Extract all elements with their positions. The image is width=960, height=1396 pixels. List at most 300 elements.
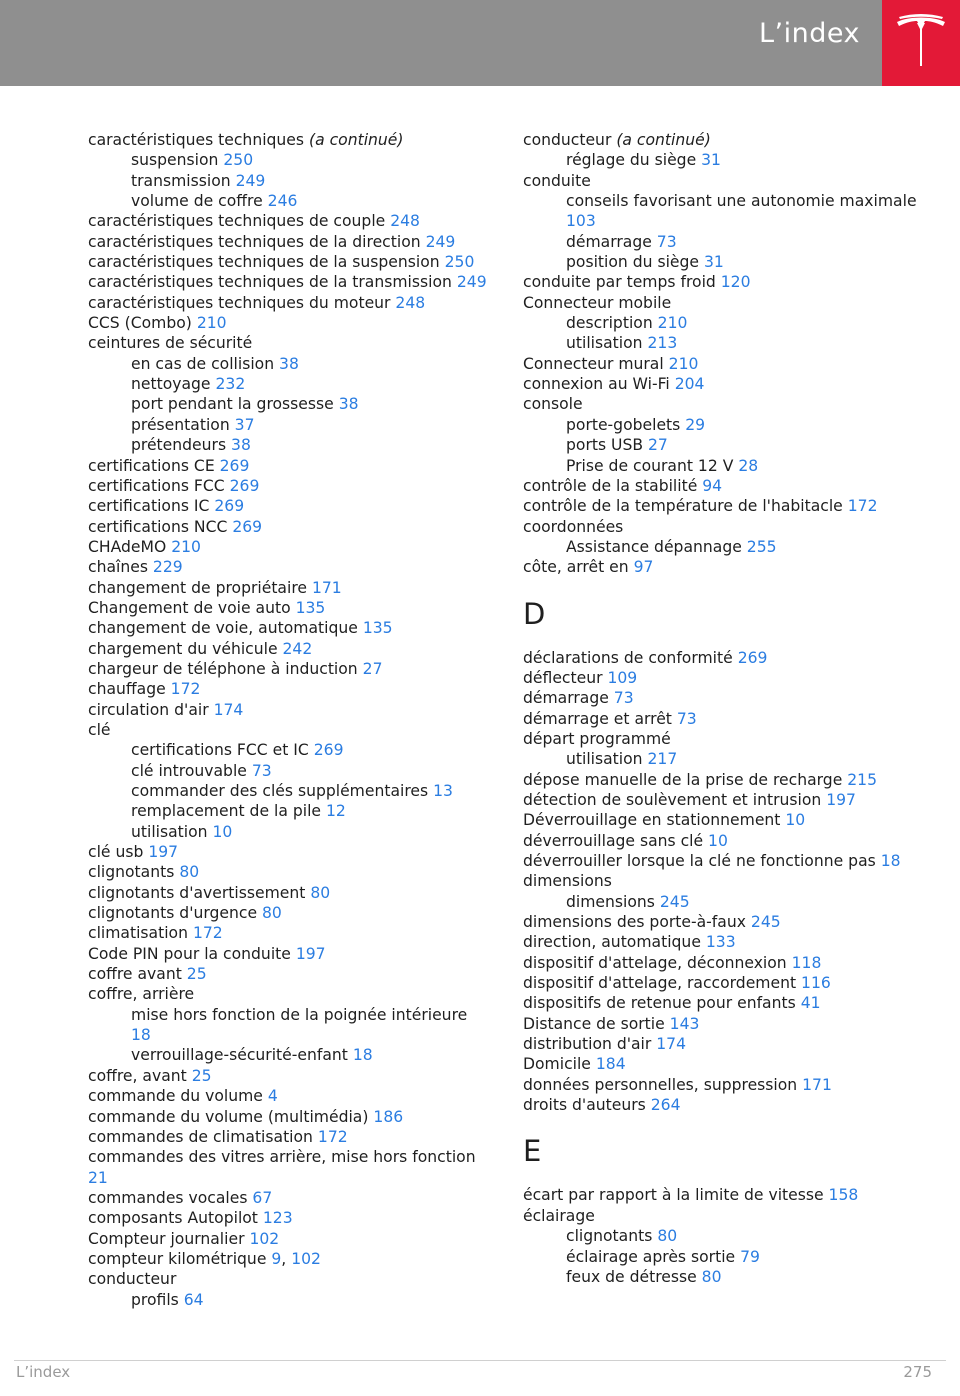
entry-text: droits d'auteurs [523,1096,651,1115]
index-entry [88,517,488,537]
index-entry [523,709,923,729]
page-link[interactable]: 73 [613,689,634,708]
page-link[interactable]: 38 [231,436,251,455]
page-link[interactable]: 269 [214,497,245,516]
entry-text: certifications NCC [88,517,233,536]
page-link[interactable]: 250 [444,253,475,272]
entry-text: conducteur [88,1270,177,1289]
index-subentry [523,892,923,912]
index-subentry [523,313,923,333]
page-link[interactable]: 73 [656,232,677,251]
entry-text: climatisation [88,924,193,943]
entry-text: coffre, avant [88,1066,192,1085]
entry-text: commandes de climatisation [88,1127,318,1146]
page-link[interactable]: 27 [362,659,383,678]
index-subentry [88,171,488,191]
page-link[interactable]: 79 [740,1247,760,1266]
page-link[interactable]: 29 [685,415,706,434]
entry-text: conduite par temps froid [523,273,721,292]
page-link[interactable]: 171 [311,578,342,597]
page-link[interactable]: 174 [656,1035,687,1054]
entry-text: prétendeurs [131,436,232,455]
page-link[interactable]: 18 [131,1026,151,1045]
index-subentry [523,537,923,557]
page-link[interactable]: 94 [702,476,723,495]
index-entry [88,598,488,618]
entry-text: Domicile [523,1055,596,1074]
entry-text: déclarations de conformité [523,648,738,667]
page-link[interactable]: 21 [88,1168,108,1187]
page-link[interactable]: 249 [425,232,456,251]
entry-text: porte-gobelets [566,415,686,434]
page-link[interactable]: 172 [170,680,201,699]
entry-text: port pendant la grossesse [131,395,339,414]
index-subentry [88,781,488,801]
entry-text: commandes vocales [88,1188,253,1207]
index-entry [523,851,923,871]
index-entry [523,831,923,851]
page-link[interactable]: 269 [313,741,344,760]
entry-text: Connecteur mural [523,354,669,373]
index-entry [88,903,488,923]
entry-text: suspension [131,151,224,170]
index-entry [523,130,923,150]
entry-text: connexion au Wi-Fi [523,375,675,394]
page-link[interactable]: 248 [395,293,426,312]
index-entry [523,770,923,790]
index-entry [88,252,488,272]
page-link[interactable]: 12 [325,802,346,821]
page-link[interactable]: 210 [657,314,688,333]
entry-text: dispositifs de retenue pour enfants [523,994,801,1013]
page-link[interactable]: 172 [317,1127,348,1146]
index-entry [88,842,488,862]
index-entry [88,659,488,679]
index-entry [88,862,488,882]
entry-text: volume de coffre [131,192,268,211]
page-link[interactable]: 197 [295,944,326,963]
page-link[interactable]: 10 [785,811,806,830]
entry-text: départ programmé [523,729,671,748]
index-entry [523,871,923,891]
entry-text: détection de soulèvement et intrusion [523,790,827,809]
continued-note: (a continué) [616,131,711,149]
entry-text: côte, arrêt en [523,558,634,577]
entry-text: données personnelles, suppression [523,1075,803,1094]
page-link[interactable]: 246 [267,192,298,211]
index-entry [523,973,923,993]
index-entry [523,557,923,577]
page-link[interactable]: 80 [179,863,200,882]
index-entry [88,130,488,150]
page-link[interactable]: 109 [607,668,638,687]
page-link[interactable]: 41 [800,994,821,1013]
index-entry: compteur kilométrique 9, 102 [88,1249,321,1268]
entry-text: certifications CE [88,456,220,475]
index-subentry [523,749,923,769]
page-link[interactable]: 232 [215,375,246,394]
index-entry [88,618,488,638]
entry-text: composants Autopilot [88,1209,263,1228]
index-entry [88,964,488,984]
index-subentry [523,333,923,353]
index-subentry [523,435,923,455]
index-subentry [88,191,488,211]
index-entry [88,720,488,740]
entry-text: commande du volume [88,1087,268,1106]
index-entry [523,293,923,313]
index-entry [88,923,488,943]
entry-text: profils [131,1290,184,1309]
page-link[interactable]: 10 [212,822,233,841]
page-link[interactable]: 269 [232,517,263,536]
entry-text: coffre, arrière [88,985,195,1004]
index-entry [88,1066,488,1086]
section-letter: E [523,1134,542,1169]
entry-text: commandes des vitres arrière, mise hors fonction [88,1148,476,1167]
index-entry [523,1185,923,1205]
entry-text: circulation d'air [88,700,214,719]
entry-text: dépose manuelle de la prise de recharge [523,770,848,789]
page-link[interactable]: 255 [746,537,777,556]
page-link[interactable]: 25 [191,1066,212,1085]
entry-text: coordonnées [523,517,624,536]
entry-text: Code PIN pour la conduite [88,944,296,963]
tesla-logo [882,0,960,86]
entry-text: dimensions [523,872,612,891]
page-link[interactable]: 210 [196,314,227,333]
page-link[interactable]: 269 [737,648,768,667]
page-link[interactable]: 9 [271,1249,282,1268]
entry-text: caractéristiques techniques de couple [88,212,391,231]
entry-text: Connecteur mobile [523,293,672,312]
entry-text: caractéristiques techniques du moteur [88,293,396,312]
index-entry [88,232,488,252]
page-link[interactable]: 28 [738,456,759,475]
entry-text: réglage du siège [566,151,702,170]
index-entry [523,912,923,932]
page-link[interactable]: 229 [152,558,183,577]
page-link[interactable]: 118 [791,953,822,972]
page-link[interactable]: 197 [148,843,179,862]
continued-note: (a continué) [309,131,404,149]
entry-text: clé [88,720,111,739]
index-entry [88,1188,488,1208]
entry-text: caractéristiques techniques [88,131,309,149]
index-entry [523,1014,923,1034]
tesla-logo-icon [895,14,947,72]
entry-text: utilisation [131,822,213,841]
index-entry [523,810,923,830]
index-entry [523,790,923,810]
page-link[interactable]: 80 [657,1227,678,1246]
page-link[interactable]: 172 [847,497,878,516]
entry-text: conducteur [523,131,617,149]
entry-text: nettoyage [131,375,216,394]
index-entry [523,932,923,952]
entry-text: clignotants [566,1227,658,1246]
entry-text: dispositif d'attelage, déconnexion [523,953,792,972]
index-entry [523,476,923,496]
page-link[interactable]: 13 [433,782,453,800]
entry-text: chaînes [88,558,153,577]
page-link[interactable]: 80 [310,883,331,902]
entry-text: conduite [523,171,591,190]
index-entry [523,1095,923,1115]
entry-text: démarrage [566,232,657,251]
index-entry [88,1229,488,1249]
page-link[interactable]: 250 [223,151,254,170]
index-entry [523,1034,923,1054]
entry-text: changement de voie, automatique [88,619,363,638]
page-link[interactable]: 210 [668,354,699,373]
page-link[interactable]: 123 [262,1209,293,1228]
index-entry [523,272,923,292]
entry-text: description [566,314,658,333]
index-entry [88,984,488,1004]
index-entry [523,953,923,973]
index-subentry [88,150,488,170]
entry-text: coffre avant [88,965,187,984]
index-entry [88,1107,488,1127]
entry-text: éclairage après sortie [566,1247,741,1266]
page-link[interactable]: 135 [362,619,393,638]
index-subentry [523,1267,923,1287]
entry-text: certifications FCC [88,476,230,495]
page-link[interactable]: 73 [676,709,697,728]
entry-text: démarrage et arrêt [523,709,677,728]
index-entry [88,639,488,659]
page-link[interactable]: 135 [295,598,326,617]
page-link[interactable]: 37 [234,415,255,434]
page-link[interactable]: 38 [279,354,299,373]
index-entry [523,1054,923,1074]
entry-text: verrouillage-sécurité-enfant [131,1046,353,1065]
index-subentry [523,1226,923,1246]
page-link[interactable]: 120 [720,273,751,292]
page-link[interactable]: 102 [249,1229,280,1248]
page-link[interactable]: 25 [186,965,207,984]
entry-text: changement de propriétaire [88,578,312,597]
entry-text: caractéristiques techniques de la transmission [88,273,457,292]
entry-text: Déverrouillage en stationnement [523,811,786,830]
page-link[interactable]: 249 [235,171,266,190]
index-entry [523,171,923,191]
index-column-left [88,130,488,1310]
entry-text: console [523,395,583,414]
index-subentry [88,415,488,435]
page-link[interactable]: 97 [633,558,654,577]
entry-text: feux de détresse [566,1267,702,1286]
page-link[interactable]: 143 [669,1014,700,1033]
page-link[interactable]: 31 [703,253,724,272]
index-column-right [523,130,923,1287]
page-link[interactable]: 245 [750,913,781,932]
page-link[interactable]: 171 [802,1075,832,1094]
entry-text: clé introuvable [131,761,252,780]
page-link[interactable]: 186 [373,1107,404,1126]
index-entry [88,333,488,353]
page-link[interactable]: 174 [213,700,244,719]
page-link[interactable]: 116 [801,974,831,993]
index-subentry [88,354,488,374]
page-link[interactable]: 4 [267,1087,278,1106]
entry-text: Assistance dépannage [566,537,747,556]
index-subentry [88,435,488,455]
entry-text: déflecteur [523,668,608,687]
entry-text: chargement du véhicule [88,639,283,658]
page-link[interactable]: 204 [674,375,705,394]
index-subentry [88,822,488,842]
entry-text: commande du volume (multimédia) [88,1107,374,1126]
index-entry [88,496,488,516]
index-subentry [523,456,923,476]
entry-text: direction, automatique [523,933,706,952]
page-link[interactable]: 102 [291,1249,321,1268]
index-subentry [523,415,923,435]
entry-text: dispositif d'attelage, raccordement [523,974,802,993]
page-link[interactable]: 269 [219,456,250,475]
page-link[interactable]: 172 [192,924,223,943]
index-entry [88,944,488,964]
index-entry [523,1075,923,1095]
entry-text: clignotants d'avertissement [88,883,311,902]
index-entry [88,700,488,720]
index-subentry [88,374,488,394]
page-link[interactable]: 18 [352,1046,373,1065]
entry-text: Changement de voie auto [88,598,296,617]
entry-text: écart par rapport à la limite de vitesse [523,1186,829,1205]
page-link[interactable]: 184 [595,1055,626,1074]
index-entry [88,1269,488,1289]
page-link[interactable]: 73 [251,761,272,780]
index-entry [88,211,488,231]
entry-text: éclairage [523,1206,595,1225]
page-link[interactable]: 27 [648,436,668,455]
index-subentry [523,191,923,232]
index-subentry [523,232,923,252]
index-subentry [88,740,488,760]
entry-text: mise hors fonction de la poignée intérieure [131,1005,468,1024]
page-link[interactable]: 80 [701,1267,722,1286]
entry-text: position du siège [566,253,704,272]
page-link[interactable]: 133 [705,933,736,952]
entry-text: chauffage [88,680,171,699]
footer-divider [14,1360,946,1361]
section-letter: D [523,596,546,631]
entry-text: clignotants [88,863,180,882]
entry-text: présentation [131,415,235,434]
page-link[interactable]: 38 [338,395,359,414]
index-entry [88,272,488,292]
page-link[interactable]: 64 [183,1290,204,1309]
index-entry [88,557,488,577]
entry-text: transmission [131,171,236,190]
entry-text: Prise de courant 12 V [566,456,739,475]
page-link[interactable]: 264 [650,1096,681,1115]
index-entry [88,313,488,333]
entry-text: Compteur journalier [88,1229,250,1248]
page-link[interactable]: 103 [566,212,596,231]
index-entry [523,993,923,1013]
index-subentry [88,801,488,821]
entry-text: clé usb [88,843,149,862]
page-link[interactable]: 197 [826,790,856,809]
entry-text: conseils favorisant une autonomie maximale [566,192,917,211]
index-entry [88,883,488,903]
page-link[interactable]: 248 [390,212,420,231]
index-subentry [523,150,923,170]
entry-text: dimensions [566,892,660,911]
page-link[interactable]: 210 [171,537,201,556]
page-link[interactable]: 245 [659,892,690,911]
entry-text: clignotants d'urgence [88,904,263,923]
page-link[interactable]: 80 [262,904,282,923]
page-link[interactable]: 31 [701,151,721,170]
index-entry [523,648,923,668]
entry-text: commander des clés supplémentaires [131,782,434,800]
index-subentry [88,1005,488,1046]
entry-text: CCS (Combo) [88,314,197,333]
index-entry [523,1206,923,1226]
entry-text: utilisation [566,334,648,353]
index-subentry [88,1290,488,1310]
entry-text: remplacement de la pile [131,802,326,821]
entry-text: certifications FCC et IC [131,741,314,760]
index-subentry [523,252,923,272]
page-link[interactable]: 67 [252,1188,273,1207]
header-bar [0,0,960,86]
index-entry [523,729,923,749]
index-entry [88,1208,488,1228]
index-entry [523,688,923,708]
page-link[interactable]: 269 [229,476,260,495]
index-entry [88,476,488,496]
page-number: 275 [903,1363,932,1381]
index-entry [523,668,923,688]
page-link[interactable]: 217 [647,750,678,769]
entry-text: en cas de collision [131,354,280,373]
entry-text: utilisation [566,750,648,769]
entry-text: démarrage [523,689,614,708]
page-link[interactable]: 10 [708,831,728,850]
entry-text: ceintures de sécurité [88,334,253,353]
page-link[interactable]: 213 [647,334,678,353]
index-subentry [88,1045,488,1065]
entry-text: Distance de sortie [523,1014,670,1033]
index-entry [88,293,488,313]
page-title: L’index [759,18,860,49]
entry-text: contrôle de la température de l'habitacle [523,497,848,516]
page-link[interactable]: 215 [847,770,878,789]
index-subentry [88,761,488,781]
index-entry [88,456,488,476]
entry-text: certifications IC [88,497,215,516]
index-subentry [88,394,488,414]
page-link[interactable]: 158 [828,1186,859,1205]
index-entry [88,1127,488,1147]
page-link[interactable]: 242 [282,639,313,658]
index-entry [523,394,923,414]
page-link[interactable]: 249 [456,273,487,292]
entry-text: caractéristiques techniques de la suspension [88,253,445,272]
page-link[interactable]: 18 [880,852,901,870]
entry-text: caractéristiques techniques de la direction [88,232,426,251]
entry-text: compteur kilométrique [88,1249,272,1268]
entry-text: déverrouillage sans clé [523,831,709,850]
index-entry [88,1147,488,1188]
index-entry [523,496,923,516]
